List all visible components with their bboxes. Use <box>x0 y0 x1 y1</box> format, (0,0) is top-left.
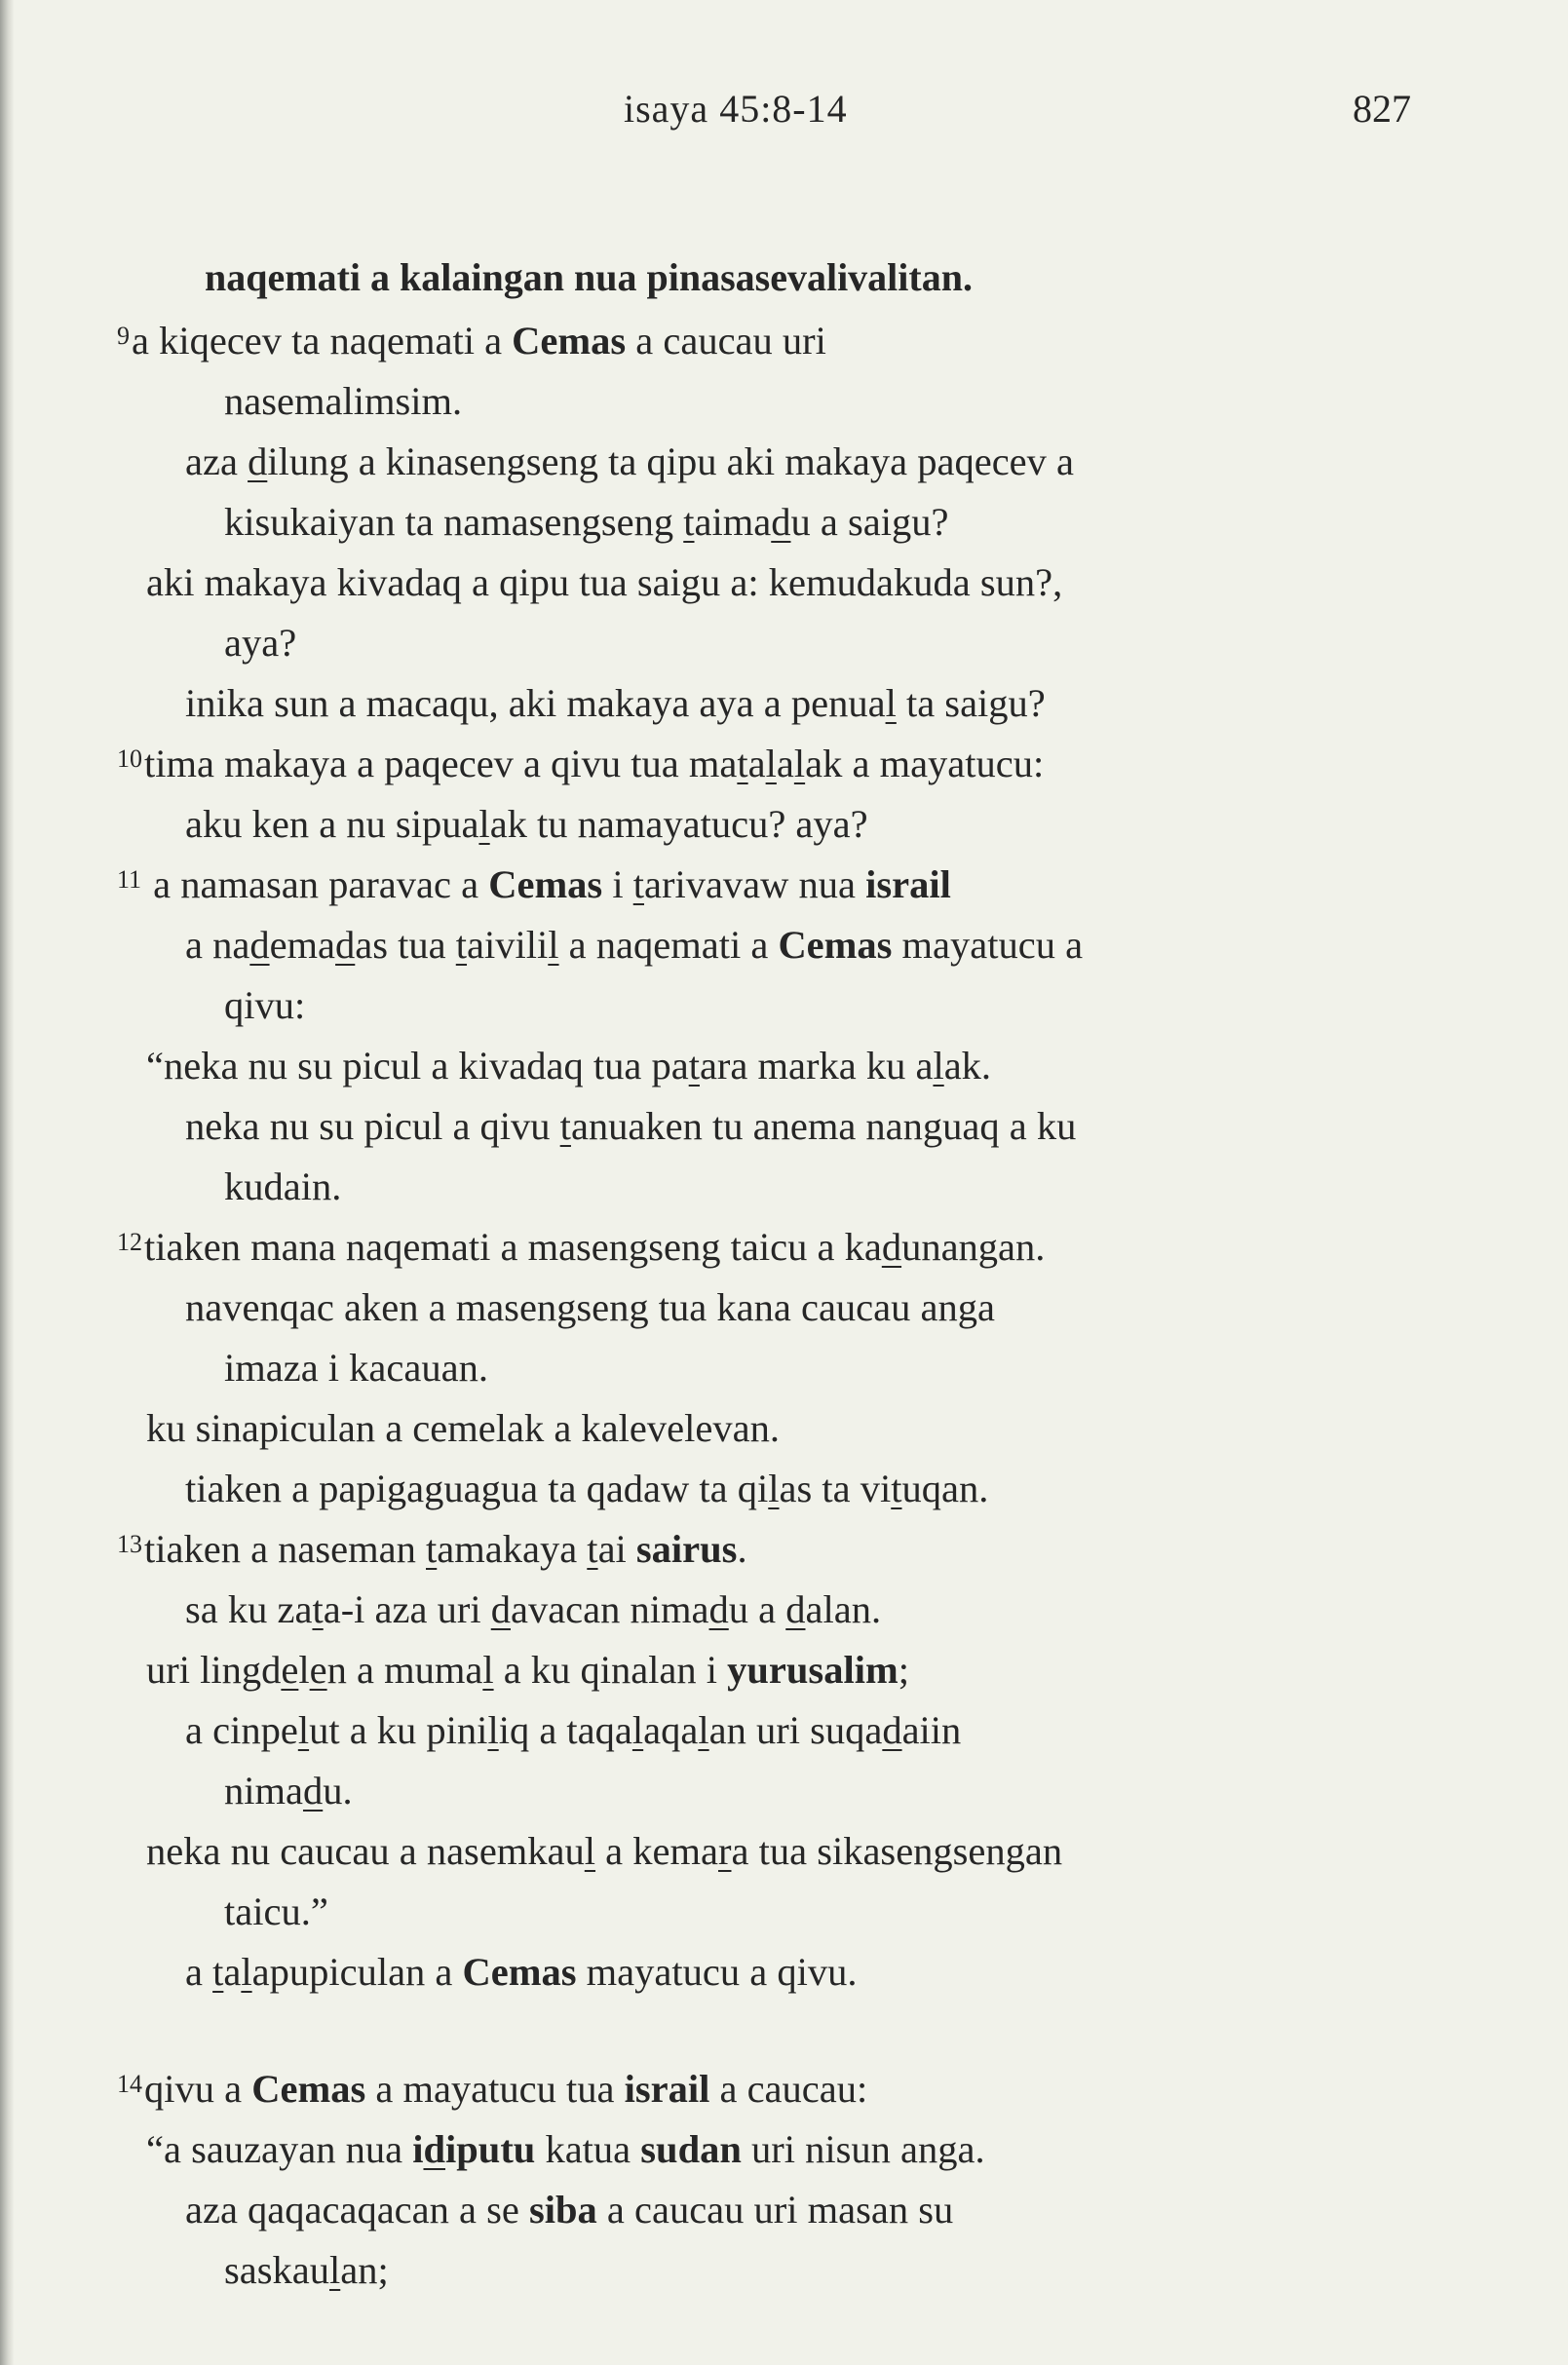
text-segment: ai <box>597 1527 636 1571</box>
text-line <box>224 621 297 665</box>
text-line <box>146 1829 1063 1873</box>
text-segment: l <box>548 923 559 967</box>
text-line <box>224 2248 389 2292</box>
text-segment: Cemas <box>512 319 627 362</box>
text-segment: neka nu caucau a nasemkau <box>146 1829 585 1873</box>
text-segment: r <box>717 1829 732 1873</box>
text-segment: mayatucu a qivu. <box>576 1950 858 1994</box>
text-segment: a <box>223 1950 242 1994</box>
text-segment: n a muma <box>326 1648 483 1692</box>
text-segment: l <box>933 1044 944 1087</box>
text-segment: d <box>302 1769 324 1812</box>
text-segment: d <box>708 1587 729 1631</box>
text-segment: d <box>248 439 268 483</box>
text-segment: l <box>328 2248 341 2292</box>
text-segment: ak a mayatucu: <box>805 742 1045 785</box>
text-segment: israil <box>865 862 951 906</box>
text-segment: saskau <box>224 2248 329 2292</box>
text-line <box>185 439 1075 483</box>
text-line <box>185 1469 988 1509</box>
text-segment: mayatucu a <box>892 923 1084 967</box>
section-heading <box>205 255 973 299</box>
text-segment: u a saigu? <box>790 500 949 544</box>
text-segment: aima <box>694 500 772 544</box>
text-line <box>117 1527 747 1571</box>
text-line <box>117 2067 868 2111</box>
text-segment: a <box>185 1950 213 1994</box>
text-segment: a namasan paravac a <box>143 862 489 906</box>
text-segment: aqa <box>643 1708 699 1752</box>
text-segment: d <box>249 923 270 967</box>
text-segment: a caucau: <box>709 2067 868 2111</box>
verse-number: 11 <box>117 865 142 894</box>
text-line <box>146 1044 992 1087</box>
text-segment: tiaken mana naqemati a masengseng taicu a ka <box>144 1225 882 1269</box>
text-segment: nima <box>224 1769 303 1812</box>
text-line <box>146 2127 985 2171</box>
text-segment: yurusalim <box>727 1648 899 1692</box>
text-segment: d <box>882 1708 902 1752</box>
text-segment: l <box>298 1648 310 1692</box>
text-segment: d <box>423 2127 446 2171</box>
text-segment: l <box>768 1467 780 1510</box>
text-segment: u. <box>323 1769 353 1812</box>
text-segment: unangan. <box>901 1225 1046 1269</box>
text-line <box>117 1225 1046 1269</box>
text-segment: a <box>747 742 766 785</box>
text-segment: d <box>335 923 356 967</box>
text-segment: arivavaw nua <box>643 862 866 906</box>
text-line <box>224 1889 328 1933</box>
text-segment: taicu.” <box>224 1889 328 1933</box>
text-segment: d <box>785 1587 806 1631</box>
text-segment: a cinpe <box>185 1708 298 1752</box>
text-segment: l <box>241 1950 252 1994</box>
text-segment: ku sinapiculan a cemelak a kalevelevan. <box>146 1406 780 1450</box>
text-segment: Cemas <box>251 2067 366 2111</box>
text-segment: imaza i kacauan. <box>224 1346 488 1390</box>
text-segment: t <box>688 1044 700 1087</box>
text-line <box>224 1346 488 1390</box>
text-segment: i <box>602 862 633 906</box>
text-segment: an; <box>340 2248 389 2292</box>
text-segment: t <box>559 1104 571 1148</box>
text-segment: aki makaya kivadaq a qipu tua saigu a: kemudakuda sun?, <box>146 560 1063 604</box>
text-line <box>117 319 826 362</box>
text-segment: u a <box>728 1587 786 1631</box>
text-segment: apupiculan a <box>251 1950 463 1994</box>
text-segment: l <box>297 1708 310 1752</box>
text-segment: ta saigu? <box>896 681 1046 725</box>
text-segment: uqan. <box>901 1467 989 1510</box>
text-segment: aya? <box>224 621 297 665</box>
text-segment: israil <box>624 2067 710 2111</box>
text-segment: naqemati a kalaingan nua pinasasevalivalitan. <box>205 255 973 299</box>
text-segment: e <box>309 1648 327 1692</box>
page-edge <box>0 0 14 2365</box>
text-segment: aivili <box>467 923 549 967</box>
text-line <box>185 923 1084 967</box>
text-segment: a mayatucu tua <box>365 2067 625 2111</box>
text-segment: t <box>587 1527 598 1571</box>
text-line <box>185 2188 954 2231</box>
text-segment: ema <box>269 923 336 967</box>
text-segment: sairus <box>635 1527 738 1571</box>
text-segment: t <box>737 742 748 785</box>
text-segment: a naqemati a <box>558 923 779 967</box>
text-segment: aza qaqacaqacan a se <box>185 2188 529 2231</box>
text-segment: t <box>891 1467 902 1510</box>
text-segment: sa ku za <box>185 1587 313 1631</box>
text-segment: a caucau uri <box>626 319 826 362</box>
text-segment: as tua <box>355 923 456 967</box>
text-segment: a ku qinalan i <box>493 1648 728 1692</box>
running-header-title: isaya 45:8-14 <box>624 87 848 131</box>
text-segment: ak tu namayatucu? aya? <box>489 802 868 846</box>
text-segment: . <box>737 1527 747 1571</box>
text-line <box>185 802 868 846</box>
text-segment: kisukaiyan ta namasengseng <box>224 500 684 544</box>
text-segment: aiin <box>901 1708 962 1752</box>
text-segment: l <box>698 1708 709 1752</box>
text-segment: navenqac aken a masengseng tua kana caucau anga <box>185 1285 995 1329</box>
text-segment: aku ken a nu sipua <box>185 802 479 846</box>
text-segment: nasemalimsim. <box>224 379 463 423</box>
verse-number: 14 <box>117 2070 142 2098</box>
text-segment: alan. <box>805 1587 882 1631</box>
text-segment: a caucau uri masan su <box>596 2188 954 2231</box>
text-segment: avacan nima <box>510 1587 709 1631</box>
text-line <box>224 983 306 1027</box>
text-segment: d <box>881 1225 902 1269</box>
page-number: 827 <box>1353 87 1411 131</box>
text-line <box>185 1587 882 1631</box>
text-segment: l <box>584 1829 596 1873</box>
text-line <box>224 1769 353 1812</box>
text-segment: t <box>312 1587 324 1631</box>
text-segment: ; <box>898 1648 909 1692</box>
text-line <box>224 379 463 423</box>
text-segment: t <box>683 500 695 544</box>
text-line <box>185 1708 962 1752</box>
text-segment: t <box>212 1950 224 1994</box>
text-segment: iq a taqa <box>498 1708 632 1752</box>
text-segment: d <box>771 500 791 544</box>
text-segment: t <box>632 862 644 906</box>
text-line <box>117 862 951 906</box>
text-segment: uri nisun anga. <box>741 2127 985 2171</box>
text-segment: a-i aza uri <box>323 1587 491 1631</box>
verse-number: 10 <box>117 744 142 773</box>
text-segment: “a sauzayan nua <box>146 2127 413 2171</box>
text-segment: l <box>631 1708 644 1752</box>
text-segment: a tua sikasengsengan <box>731 1829 1063 1873</box>
text-line <box>185 1950 858 1994</box>
text-segment: d <box>490 1587 511 1631</box>
text-segment: uri lingd <box>146 1648 282 1692</box>
text-line <box>146 560 1063 604</box>
text-segment: inika sun a macaqu, aki makaya aya a penua <box>185 681 886 725</box>
text-line <box>224 1164 342 1208</box>
text-segment: l <box>487 1708 499 1752</box>
verse-number: 12 <box>117 1228 142 1256</box>
text-segment: an uri suqa <box>708 1708 883 1752</box>
text-segment: as ta vi <box>779 1467 892 1510</box>
text-segment: l <box>482 1648 494 1692</box>
text-segment: amakaya <box>437 1527 588 1571</box>
text-segment: tiaken a naseman <box>144 1527 426 1571</box>
text-segment: ilung a kinasengseng ta qipu aki makaya paqecev a <box>267 439 1075 483</box>
text-segment: l <box>765 742 777 785</box>
verse-number: 9 <box>117 322 130 350</box>
text-segment: Cemas <box>488 862 603 906</box>
text-line <box>185 681 1046 725</box>
text-segment: aza <box>185 439 249 483</box>
text-line <box>224 500 949 544</box>
text-line <box>185 1285 995 1329</box>
text-segment: qivu: <box>224 983 306 1027</box>
text-line <box>185 1104 1077 1148</box>
text-segment: a kiqecev ta naqemati a <box>132 319 513 362</box>
text-segment: t <box>426 1527 438 1571</box>
text-segment: a na <box>185 923 250 967</box>
text-segment: i <box>412 2127 424 2171</box>
text-segment: ara marka ku a <box>699 1044 934 1087</box>
text-segment: e <box>281 1648 299 1692</box>
text-segment: “neka nu su picul a kivadaq tua pa <box>146 1044 689 1087</box>
verse-number: 13 <box>117 1530 142 1558</box>
text-segment: kudain. <box>224 1164 342 1208</box>
text-segment: siba <box>528 2188 597 2231</box>
text-line <box>117 744 1044 784</box>
text-segment: Cemas <box>462 1950 577 1994</box>
text-segment: tiaken a papigaguagua ta qadaw ta qi <box>185 1467 769 1510</box>
text-segment: sudan <box>640 2127 742 2171</box>
text-line <box>146 1406 780 1450</box>
text-segment: l <box>885 681 897 725</box>
text-segment: tima makaya a paqecev a qivu tua ma <box>144 742 738 785</box>
text-segment: ut a ku pini <box>309 1708 488 1752</box>
text-segment: a kema <box>595 1829 718 1873</box>
text-segment: neka nu su picul a qivu <box>185 1104 560 1148</box>
text-segment: iputu <box>445 2127 536 2171</box>
text-segment: l <box>793 742 806 785</box>
text-segment: Cemas <box>778 923 893 967</box>
text-segment: anuaken tu anema nanguaq a ku <box>570 1104 1077 1148</box>
text-segment: katua <box>535 2127 641 2171</box>
text-segment: t <box>455 923 468 967</box>
text-segment: qivu a <box>144 2067 252 2111</box>
text-segment: ak. <box>943 1044 992 1087</box>
text-line <box>146 1648 909 1692</box>
text-segment: l <box>478 802 490 846</box>
text-segment: a <box>776 742 794 785</box>
